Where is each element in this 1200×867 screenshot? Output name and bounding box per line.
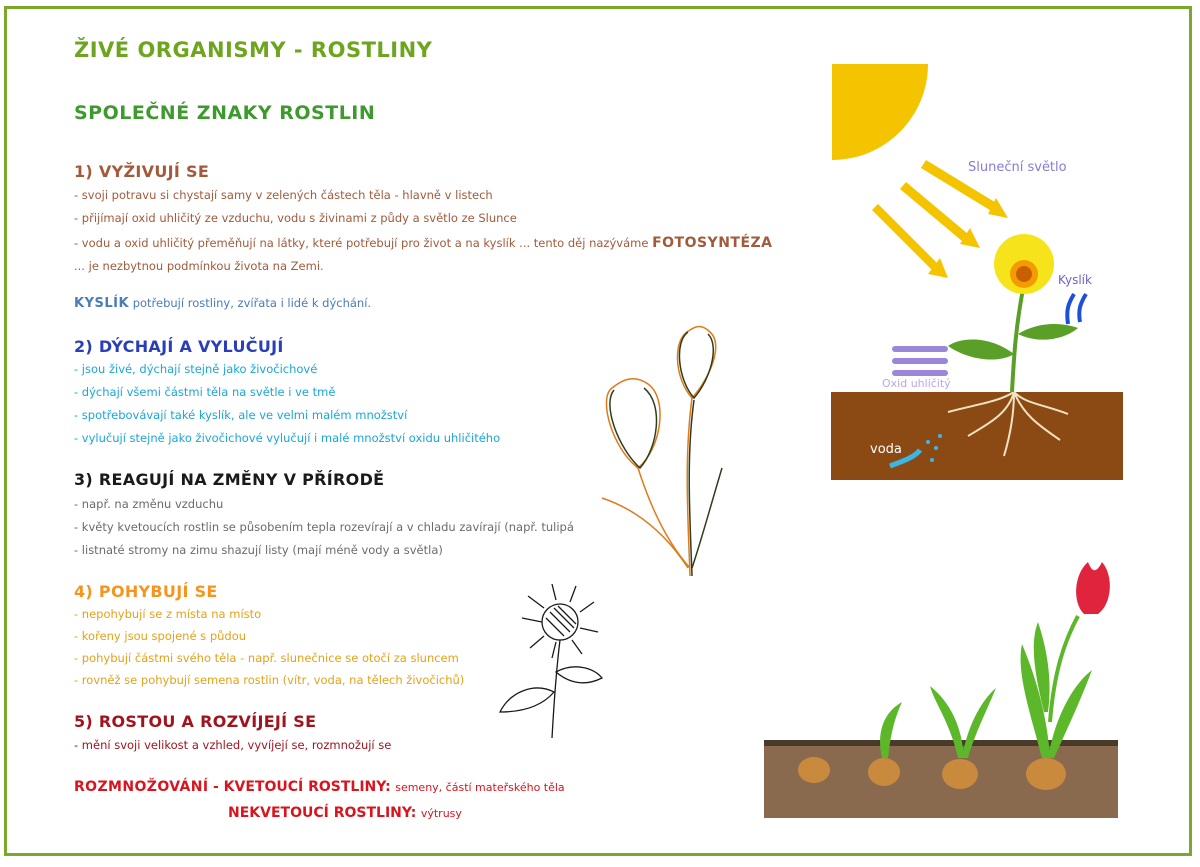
- section2-line: - spotřebovávají také kyslík, ale ve velmi malém množství: [74, 408, 408, 422]
- section4-heading: 4) POHYBUJÍ SE: [74, 582, 218, 601]
- section2-line: - jsou živé, dýchají stejně jako živočichové: [74, 362, 318, 376]
- tulip-growth-illustration: [764, 552, 1118, 818]
- section1-line: - svoji potravu si chystají samy v zelených částech těla - hlavně v listech: [74, 188, 493, 202]
- oxygen-label: Kyslík: [1058, 273, 1092, 287]
- section4-line: - rovněž se pohybují semena rostlin (vítr, voda, na tělech živočichů): [74, 673, 465, 687]
- water-label: voda: [870, 442, 902, 457]
- section3-line: - květy kvetoucích rostlin se působením tepla rozevírají a v chladu zavírají (např. tulipá: [74, 520, 574, 534]
- sunflower-drawing: [494, 582, 614, 742]
- plant-stem: [1012, 284, 1024, 392]
- section3-line: - např. na změnu vzduchu: [74, 497, 224, 511]
- section4-line: - kořeny jsou spojené s půdou: [74, 629, 247, 643]
- section2-heading: 2) DÝCHAJÍ A VYLUČUJÍ: [74, 337, 284, 356]
- oxygen-arrows: [1067, 294, 1086, 324]
- page-title: ŽIVÉ ORGANISMY - ROSTLINY: [74, 38, 433, 62]
- section3-line: - listnaté stromy na zimu shazují listy (mají méně vody a světla): [74, 543, 443, 557]
- kyslik-keyword: KYSLÍK: [74, 296, 130, 311]
- sunlight-label: Sluneční světlo: [968, 160, 1067, 175]
- kyslik-line: KYSLÍK potřebují rostliny, zvířata i lidé k dýchání.: [74, 296, 372, 311]
- section1-line: - přijímají oxid uhličitý ze vzduchu, vodu s živinami z půdy a světlo ze Slunce: [74, 211, 517, 225]
- section1-line: ... je nezbytnou podmínkou života na Zemi.: [74, 259, 324, 273]
- nekvetouci-line: NEKVETOUCÍ ROSTLINY: výtrusy: [228, 805, 462, 821]
- leaf: [1018, 324, 1078, 340]
- section2-line: - vylučují stejně jako živočichové vylučují i malé množství oxidu uhličitého: [74, 431, 501, 445]
- section5-line: - mění svoji velikost a vzhled, vyvíjejí se, rozmnožují se: [74, 738, 392, 752]
- co2-arrows: [892, 346, 948, 376]
- section4-line: - nepohybují se z místa na místo: [74, 607, 262, 621]
- section2-line: - dýchají všemi částmi těla na světle i ve tmě: [74, 385, 336, 399]
- section1-heading: 1) VYŽIVUJÍ SE: [74, 162, 210, 181]
- section4-line: - pohybují částmi svého těla - např. slunečnice se otočí za sluncem: [74, 651, 459, 665]
- sunlight-arrows: [872, 160, 1008, 278]
- rozmnozovani-label: ROZMNOŽOVÁNÍ: [74, 779, 209, 795]
- section5-heading: 5) ROSTOU A ROZVÍJEJÍ SE: [74, 712, 317, 731]
- sunflower-icon: [994, 234, 1054, 294]
- fotosynteza-keyword: FOTOSYNTÉZA: [652, 235, 773, 251]
- page-subtitle: SPOLEČNÉ ZNAKY ROSTLIN: [74, 102, 376, 124]
- co2-label: Oxid uhličitý: [882, 377, 951, 390]
- sun-icon: [832, 64, 928, 160]
- section3-heading: 3) REAGUJÍ NA ZMĚNY V PŘÍRODĚ: [74, 470, 385, 489]
- leaf: [948, 339, 1014, 359]
- tulip-drawing: [592, 318, 762, 580]
- sprouts: [880, 622, 1092, 758]
- rozmnozovani-line: ROZMNOŽOVÁNÍ - KVETOUCÍ ROSTLINY: semeny, částí mateřského těla: [74, 779, 565, 795]
- section1-line: - vodu a oxid uhličitý přeměňují na látky, které potřebují pro život a na kyslík ... tento děj nazýváme FOTOSYNTÉZA: [74, 235, 773, 251]
